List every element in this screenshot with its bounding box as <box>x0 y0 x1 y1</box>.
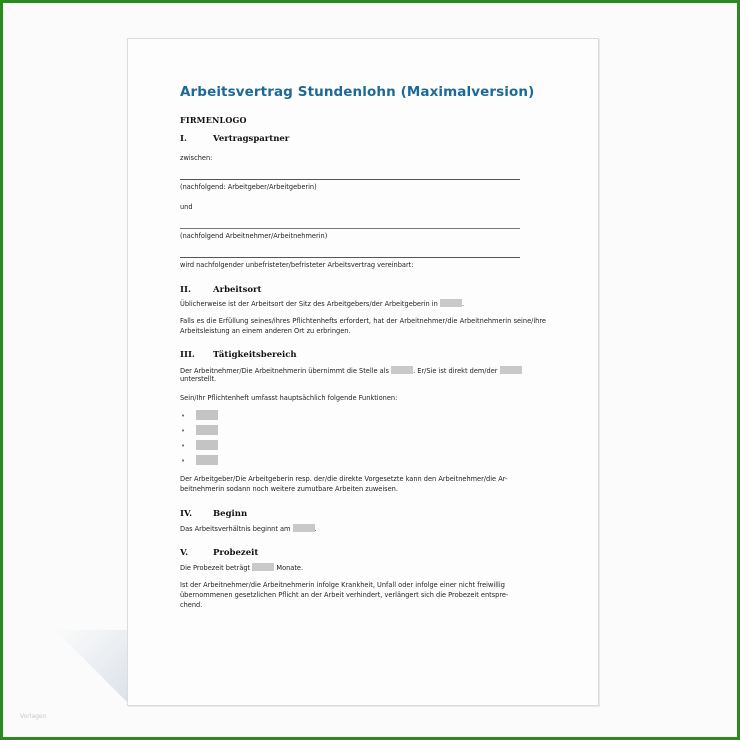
probation-extension-line2: übernommenen gesetzlichen Pflicht an der Arbeit verhindert, verlängert sich die Probezeit entspre- <box>180 591 509 599</box>
section-heading-2 <box>180 285 261 295</box>
supervisor-field[interactable] <box>500 366 522 374</box>
position-paragraph-line1 <box>180 366 522 377</box>
section-heading-5 <box>180 548 258 558</box>
section-number: V. <box>180 548 189 558</box>
workplace-text: Üblicherweise ist der Arbeitsort der Sitz des Arbeitgebers/der Arbeitgeberin in <box>180 300 438 308</box>
employee-caption: (nachfolgend Arbeitnehmer/Arbeitnehmerin) <box>180 232 328 240</box>
employee-signature-line[interactable] <box>180 228 520 229</box>
section-heading-4 <box>180 509 247 519</box>
section-number: I. <box>180 134 187 144</box>
punctuation: . <box>461 300 465 308</box>
section-title: Vertragspartner <box>213 134 290 144</box>
probation-text: Die Probezeit beträgt <box>180 564 251 572</box>
probation-extension-line3: chend. <box>180 601 203 609</box>
supervisor-text: . Er/Sie ist direkt dem/der <box>413 367 498 375</box>
bullet-icon: • <box>181 427 186 435</box>
additional-duties-line2: beitnehmerin sodann noch weitere zumutbare Arbeiten zuweisen. <box>180 485 398 493</box>
watermark: Vorlagen <box>20 713 47 720</box>
text-and: und <box>180 203 193 211</box>
section-heading-3 <box>180 350 297 360</box>
document-page <box>127 38 599 706</box>
contract-type-line[interactable] <box>180 257 520 258</box>
workplace-obligation-paragraph: Falls es die Erfüllung seines/ihres Pflichtenhefts erfordert, hat der Arbeitnehmer/die Arbeitnehmerin seine/ihre Arbeitsleistung an einem anderen Ort zu erbringen. <box>180 317 546 335</box>
position-text: Der Arbeitnehmer/Die Arbeitnehmerin übernimmt die Stelle als <box>180 367 389 375</box>
start-date-paragraph <box>180 524 317 535</box>
bullet-icon: • <box>181 442 186 450</box>
employer-signature-line[interactable] <box>180 179 520 180</box>
section-heading-1 <box>180 134 289 144</box>
duty-field[interactable] <box>196 410 218 420</box>
start-date-text: Das Arbeitsverhältnis beginnt am <box>180 525 291 533</box>
section-number: II. <box>180 285 191 295</box>
probation-months-field[interactable] <box>252 563 274 571</box>
company-logo-placeholder: FIRMENLOGO <box>180 115 247 125</box>
bullet-icon: • <box>181 457 186 465</box>
duty-field[interactable] <box>196 440 218 450</box>
duties-intro: Sein/Ihr Pflichtenheft umfasst hauptsächlich folgende Funktionen: <box>180 394 398 402</box>
workplace-location-field[interactable] <box>440 299 465 308</box>
section-title: Beginn <box>213 509 248 519</box>
section-title: Probezeit <box>213 548 259 558</box>
workplace-paragraph <box>180 299 464 310</box>
position-paragraph-line2: unterstellt. <box>180 375 217 383</box>
section-number: III. <box>180 350 195 360</box>
duty-field[interactable] <box>196 425 218 435</box>
text-between: zwischen: <box>180 154 213 162</box>
bullet-icon: • <box>181 412 186 420</box>
punctuation: . <box>314 525 317 533</box>
employer-caption: (nachfolgend: Arbeitgeber/Arbeitgeberin) <box>180 183 317 191</box>
duty-field[interactable] <box>196 455 218 465</box>
section-title: Tätigkeitsbereich <box>213 350 297 360</box>
position-title-field[interactable] <box>391 366 413 374</box>
start-date-field[interactable] <box>293 524 315 532</box>
section-number: IV. <box>180 509 193 519</box>
agreement-text: wird nachfolgender unbefristeter/befristeter Arbeitsvertrag vereinbart: <box>180 261 414 269</box>
document-title: Arbeitsvertrag Stundenlohn (Maximalversion) <box>180 84 535 100</box>
probation-paragraph <box>180 563 303 574</box>
additional-duties-line1: Der Arbeitgeber/Die Arbeitgeberin resp. der/die direkte Vorgesetzte kann den Arbeitnehmer/die Ar- <box>180 475 508 483</box>
months-label: Monate. <box>276 564 304 572</box>
section-title: Arbeitsort <box>213 285 262 295</box>
probation-extension-line1: Ist der Arbeitnehmer/die Arbeitnehmerin infolge Krankheit, Unfall oder infolge einer nicht freiwillig <box>180 581 505 589</box>
